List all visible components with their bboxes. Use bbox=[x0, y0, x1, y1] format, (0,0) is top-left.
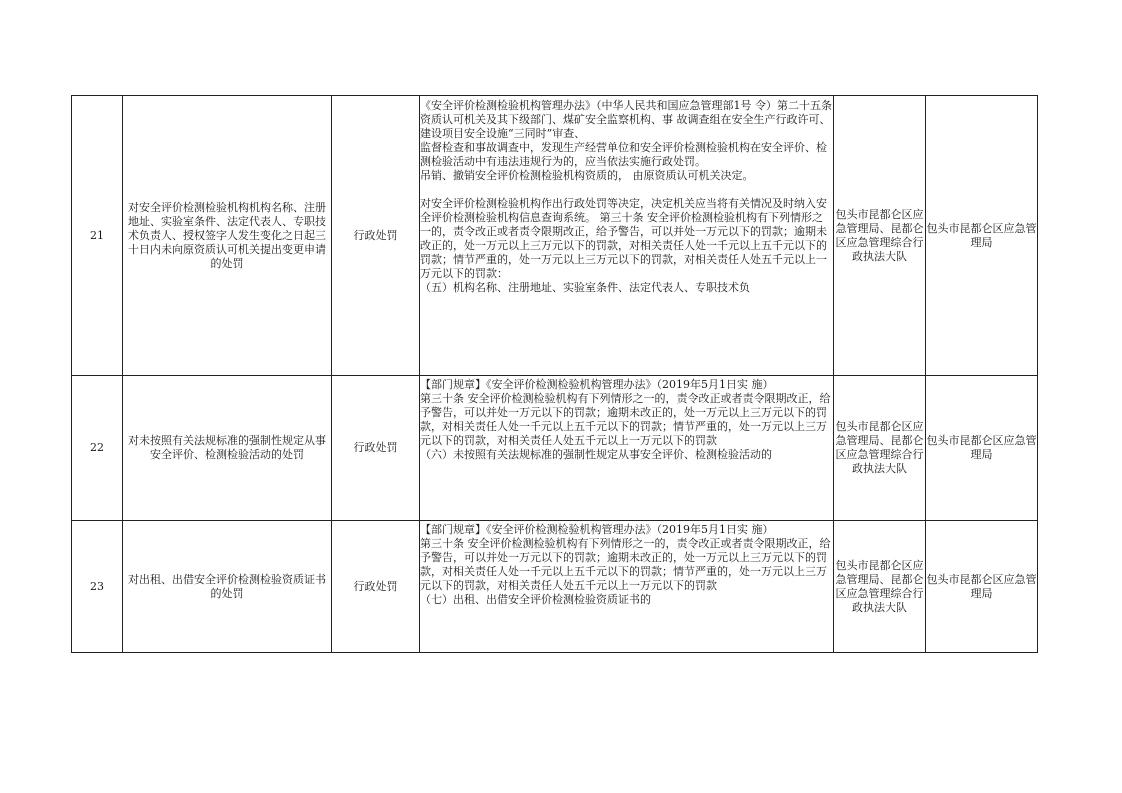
basis-paragraph: （六）未按照有关法规标准的强制性规定从事安全评价、检测检验活动的 bbox=[420, 448, 772, 461]
implementing-authority: 包头市昆都仑区应急管理局 bbox=[926, 376, 1038, 521]
basis-paragraph: （七）出租、出借安全评价检测检验资质证书的 bbox=[420, 593, 651, 606]
basis-paragraph: 【部门规章】《安全评价检测检验机构管理办法》（2019年5月1日实 施） bbox=[420, 523, 774, 536]
responsible-department: 包头市昆都仑区应急管理局、昆都仑区应急管理综合行政执法大队 bbox=[834, 96, 926, 376]
item-name: 对安全评价检测检验机构机构名称、注册地址、实验室条件、法定代表人、专职技术负责人、授权签字人发生变化之日起三十日内未向原资质认可机关提出变更申请的处罚 bbox=[123, 96, 332, 376]
basis-paragraph: （五）机构名称、注册地址、实验室条件、法定代表人、专职技术负 bbox=[420, 281, 750, 294]
responsible-department: 包头市昆都仑区应急管理局、昆都仑区应急管理综合行政执法大队 bbox=[834, 376, 926, 521]
legal-basis bbox=[420, 96, 834, 376]
basis-blank-line bbox=[420, 183, 833, 197]
basis-paragraph: 第三十条 安全评价检测检验机构有下列情形之一的，责令改正或者责令限期改正，给予警告，可以并处一万元以下的罚款；逾期未改正的，处一万元以上三万元以下的罚款，对相关责任人处一千元以上五千元以下的罚款；情节严重的，处一万元以上三万元以下的罚款，对相关责任人处五千元以上一万元以下的罚款 bbox=[420, 392, 831, 447]
row-number: 21 bbox=[72, 96, 123, 376]
row-number: 22 bbox=[72, 376, 123, 521]
legal-basis bbox=[420, 376, 834, 521]
table-row bbox=[72, 521, 1038, 653]
basis-paragraph: 【部门规章】《安全评价检测检验机构管理办法》（2019年5月1日实 施） bbox=[420, 378, 774, 391]
legal-basis bbox=[420, 521, 834, 653]
penalty-type: 行政处罚 bbox=[332, 96, 420, 376]
basis-paragraph: 《安全评价检测检验机构管理办法》（中华人民共和国应急管理部1号 令）第二十五条 资质认可机关及其下级部门、煤矿安全监察机构、事 故调查组在安全生产行政许可、建设项目安全设施“三同时”审查、 bbox=[420, 99, 832, 140]
basis-paragraph: 监督检查和事故调查中，发现生产经营单位和安全评价检测检验机构在安全评价、检测检验活动中有违法违规行为的，应当依法实施行政处罚。 bbox=[420, 141, 827, 168]
basis-paragraph: 第三十条 安全评价检测检验机构有下列情形之一的，责令改正或者责令限期改正，给予警告，可以并处一万元以下的罚款；逾期未改正的，处一万元以上三万元以下的罚款，对相关责任人处一千元以上五千元以下的罚款；情节严重的，处一万元以上三万元以下的罚款，对相关责任人处五千元以上一万元以下的罚款 bbox=[420, 537, 831, 592]
item-name: 对出租、出借安全评价检测检验资质证书的处罚 bbox=[123, 521, 332, 653]
table-row bbox=[72, 96, 1038, 376]
penalty-type: 行政处罚 bbox=[332, 376, 420, 521]
item-name: 对未按照有关法规标准的强制性规定从事安全评价、检测检验活动的处罚 bbox=[123, 376, 332, 521]
table-row bbox=[72, 376, 1038, 521]
basis-paragraph: 吊销、撤销安全评价检测检验机构资质的， 由原资质认可机关决定。 bbox=[420, 169, 754, 182]
penalty-type: 行政处罚 bbox=[332, 521, 420, 653]
implementing-authority: 包头市昆都仑区应急管理局 bbox=[926, 521, 1038, 653]
responsible-department: 包头市昆都仑区应急管理局、昆都仑区应急管理综合行政执法大队 bbox=[834, 521, 926, 653]
penalty-table bbox=[71, 95, 1038, 653]
row-number: 23 bbox=[72, 521, 123, 653]
basis-paragraph: 对安全评价检测检验机构作出行政处罚等决定，决定机关应当将有关情况及时纳入安全评价检测检验机构信息查询系统。 第三十条 安全评价检测检验机构有下列情形之一的，责令改正或者责令限期改正，给予警告，可以并处一万元以下的罚款；逾期未改正的，处一万元以上三万元以下的罚款，对相关责任人处一千元以上五千元以下的罚款；情节严重的，处一万元以上三万元以下的罚款，对相关责任人处五千元以上一万元以下的罚款： bbox=[420, 197, 827, 280]
implementing-authority: 包头市昆都仑区应急管理局 bbox=[926, 96, 1038, 376]
